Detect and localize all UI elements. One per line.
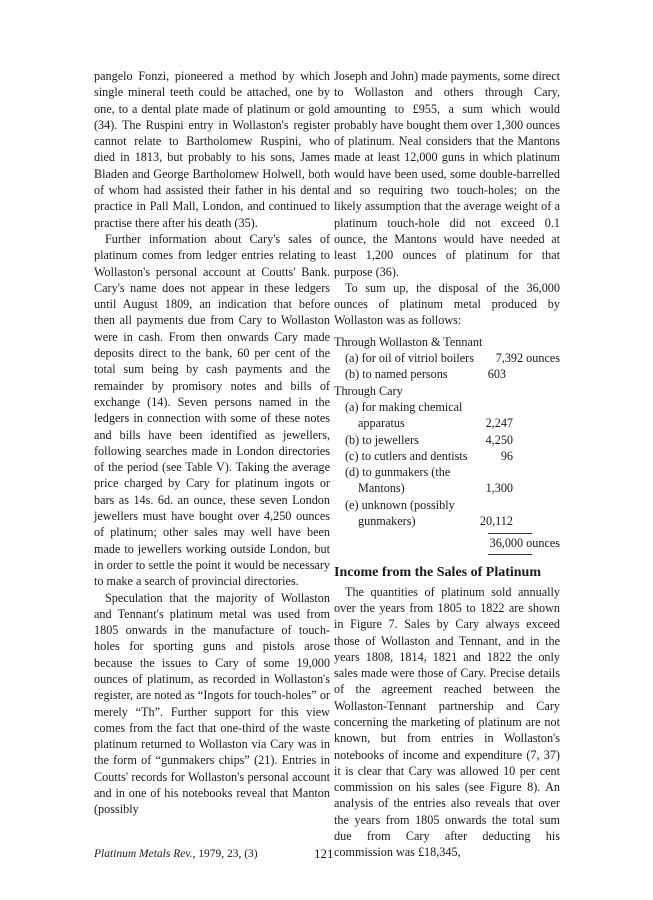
row-value: 2,247 — [485, 416, 513, 431]
right-paragraph-1: Joseph and John) made payments, some direct to Wollaston and others through Cary, amounting to £955, a sum which would probably have bought them over 1,300 ounces of platinum. Neal considers that the Mantons made at least 12,000 guns in which platinum would have been used, some double-barrelled and so requiring two touch-holes; on the likely assumption that the average weight of a platinum touch-hole did not exceed 0.1 ounce, the Mantons would have needed at least 1,200 ounces of platinum for that purpose (36). — [334, 69, 560, 279]
unit-label: ounces — [526, 536, 560, 551]
table-row — [334, 366, 560, 382]
journal-citation — [94, 848, 258, 860]
table-row — [334, 480, 560, 496]
table-row — [334, 448, 560, 464]
table-row — [334, 464, 560, 480]
section-heading: Income from the Sales of Platinum — [334, 564, 541, 580]
total-value: 36,000 — [489, 536, 524, 551]
right-column — [334, 68, 560, 861]
row-label: (e) unknown (possibly — [345, 497, 455, 512]
row-label-continued: gunmakers) — [358, 514, 416, 529]
table-row — [334, 513, 560, 529]
table-row — [334, 399, 560, 415]
row-value: 7,392 — [495, 351, 524, 366]
left-column — [94, 68, 330, 818]
table-row — [334, 350, 560, 366]
row-label-continued: apparatus — [358, 416, 405, 431]
row-label: (a) for making chemical — [345, 399, 463, 414]
table-row — [334, 383, 560, 399]
table-row — [334, 432, 560, 448]
page-number: 121 — [314, 846, 334, 861]
right-paragraph-2: To sum up, the disposal of the 36,000 ounces of platinum metal produced by Wollaston was as follows: — [334, 280, 560, 328]
right-paragraph-3: The quantities of platinum sold annually over the years from 1805 to 1822 are shown in Figure 7. Sales by Cary always exceed those of Wollaston and Tennant, and in the years 1808, 1814, 1821 and 1822 the only sales made were those of Cary. Precise details of the agreement reached between the Wollaston-Tennant partnership and Cary concerning the marketing of platinum are not known, but from entries in Wollaston's notebooks of income and expenditure (7, 37) it is clear that Cary was allowed 10 per cent commission on his sales (see Figure 8). An analysis of the entries also reveals that over the years from 1805 onwards the total sum due from Cary after deducting his commission was £18,345, — [334, 584, 560, 860]
volume-issue: , 1979, 23, (3) — [192, 848, 258, 860]
group-heading: Through Cary — [334, 383, 403, 398]
row-value: 96 — [500, 448, 513, 463]
left-paragraph-3: Speculation that the majority of Wollaston and Tennant's platinum metal was used from 1805 onwards in the manufacture of touch-holes for sporting guns and pistols arose because the issues to Cary of some 19,000 ounces of platinum, as recorded in Wollaston's register, are noted as “Ingots for touch-holes” or merely “Th”. Further support for this view comes from the fact that one-third of the waste platinum returned to Wollaston via Cary was in the form of “gunmakers chips” (21). Entries in Coutts' records for Wollaston's personal account and in one of his notebooks reveal that Manton (possibly — [94, 590, 330, 817]
row-label-continued: Mantons) — [358, 481, 405, 496]
row-value: 1,300 — [485, 481, 513, 496]
row-value: 603 — [487, 367, 506, 382]
row-value: 20,112 — [479, 514, 513, 529]
table-row — [334, 497, 560, 513]
unit-label: ounces — [526, 351, 560, 366]
row-value: 4,250 — [485, 432, 513, 447]
row-label: (b) to named persons — [345, 367, 448, 382]
row-label: (a) for oil of vitriol boilers — [345, 351, 474, 366]
table-total-row — [334, 535, 560, 551]
row-label: (b) to jewellers — [345, 432, 419, 447]
left-paragraph-1: pangelo Fonzi, pioneered a method by which single mineral teeth could be attached, one by one, to a dental plate made of platinum or gold (34). The Ruspini entry in Wollaston's register cannot relate to Bartholomew Ruspini, who died in 1813, but probably to his sons, James Bladen and George Bartholomew Holwell, both of whom had assisted their father in his dental practice in Pall Mall, London, and continued to practise there after his death (35). — [94, 69, 330, 230]
row-label: (c) to cutlers and dentists — [345, 448, 468, 463]
table-row — [334, 415, 560, 431]
journal-name: Platinum Metals Rev. — [94, 848, 193, 860]
table-row — [334, 334, 560, 350]
left-paragraph-2: Further information about Cary's sales of platinum comes from ledger entries relating to Wollaston's personal account at Coutts' Bank. Cary's name does not appear in these ledgers until August 1809, an indication that before then all payments due from Cary to Wollaston were in cash. From then onwards Cary made deposits direct to the bank, 60 per cent of the total sum being by cash payments and the remainder by promisory notes and bills of exchange (14). Seven persons named in the ledgers in connection with some of these notes and bills have been identified as jewellers, following searches made in London directories of the period (see Table V). Taking the average price charged by Cary for platinum ingots or bars as 14s. 6d. an ounce, these seven London jewellers must have bought over 4,250 ounces of platinum; other sales may well have been made to jewellers working outside London, but in order to settle the point it would be necessary to make a search of provincial directories. — [94, 231, 330, 589]
platinum-disposal-table — [334, 334, 560, 552]
group-heading: Through Wollaston & Tennant — [334, 334, 483, 349]
row-label: (d) to gunmakers (the — [345, 465, 451, 480]
